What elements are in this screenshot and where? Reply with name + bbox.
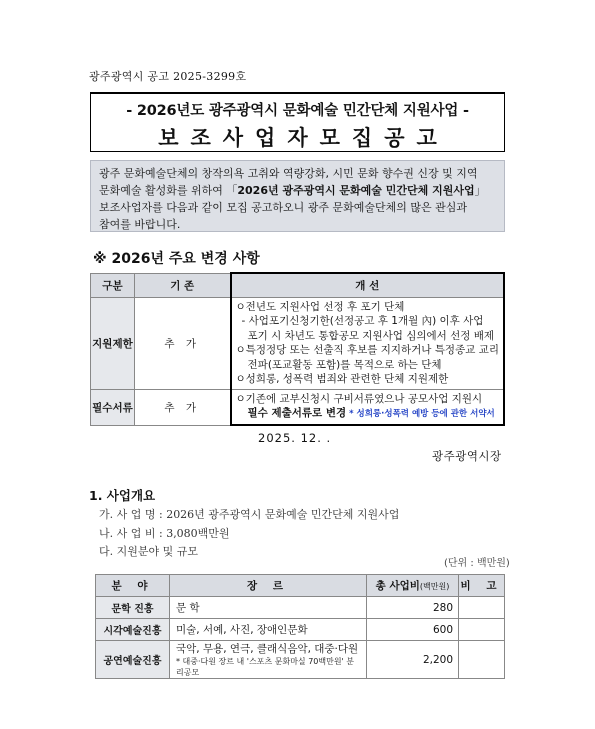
item-project-budget: 나. 사 업 비 : 3,080백만원	[99, 527, 230, 540]
budget-header-row	[96, 575, 505, 597]
intro-line-4: 참여를 바랍니다.	[99, 218, 181, 231]
title-subtitle: - 2026년도 광주광역시 문화예술 민간단체 지원사업 -	[126, 103, 469, 119]
content-line: ㅇ특정정당 또는 선출직 후보를 지지하거나 특정종교 교리	[235, 344, 499, 356]
required-docs-bold: 필수 제출서류로 변경	[247, 407, 347, 420]
budget-field: 시각예술진흥	[96, 619, 170, 641]
changes-row-content	[231, 297, 504, 389]
changes-header-row	[91, 273, 505, 297]
changes-table	[90, 272, 505, 426]
budget-field: 문학 진흥	[96, 597, 170, 619]
title-box	[90, 92, 505, 152]
intro-program-name: 2026년 광주광역시 문화예술 민간단체 지원사업	[237, 184, 475, 197]
budget-genre-text: 국악, 무용, 연극, 클래식음악, 대중·다원	[176, 643, 359, 655]
intro-box	[90, 160, 505, 232]
item-project-name: 가. 사 업 명 : 2026년 광주광역시 문화예술 민간단체 지원사업	[99, 508, 400, 521]
intro-line-2	[99, 182, 498, 199]
budget-amount: 2,200	[367, 641, 459, 679]
changes-row-restriction	[91, 297, 505, 389]
changes-header-category: 구분	[91, 273, 135, 297]
budget-genre: 문 학	[170, 597, 367, 619]
unit-label: (단위 : 백만원)	[444, 558, 510, 569]
changes-row-label: 지원제한	[91, 297, 135, 389]
budget-note	[459, 619, 505, 641]
changes-heading: ※ 2026년 주요 변경 사항	[93, 251, 260, 267]
budget-header-total-label: 총 사업비	[375, 580, 420, 592]
changes-row-label: 필수서류	[91, 389, 135, 425]
budget-table	[95, 574, 505, 679]
budget-header-total	[367, 575, 459, 597]
changes-header-before: 기 존	[134, 273, 230, 297]
changes-header-after: 개 선	[231, 273, 504, 297]
table-row	[96, 619, 505, 641]
budget-genre: 미술, 서예, 사진, 장애인문화	[170, 619, 367, 641]
budget-header-field: 분 야	[96, 575, 170, 597]
table-row	[96, 597, 505, 619]
budget-note	[459, 641, 505, 679]
content-line: 포기 시 차년도 통합공모 지원사업 심의에서 선정 배제	[247, 329, 495, 342]
intro-line-2-post: 」	[474, 184, 486, 197]
content-line: 전파(포교활동 포함)를 목적으로 하는 단체	[247, 358, 442, 371]
intro-line-1: 광주 문화예술단체의 창작의욕 고취와 역량강화, 시민 문화 향수권 신장 및 지역	[99, 167, 478, 180]
content-line: ㅇ성희롱, 성폭력 범죄와 관련한 단체 지원제한	[235, 373, 449, 385]
intro-line-2-pre: 문화예술 활성화를 위하여 「	[99, 184, 238, 197]
budget-header-genre: 장 르	[170, 575, 367, 597]
notice-number: 광주광역시 공고 2025-3299호	[89, 70, 247, 83]
budget-amount: 280	[367, 597, 459, 619]
title-main: 보조사업자모집공고	[158, 126, 449, 150]
changes-row-documents	[91, 389, 505, 425]
content-line: ㅇ전년도 지원사업 선정 후 포기 단체	[235, 300, 405, 313]
changes-row-before: 추 가	[134, 389, 230, 425]
changes-row-content	[231, 389, 504, 425]
budget-field: 공연예술진흥	[96, 641, 170, 679]
pledge-note: * 성희롱·성폭력 예방 등에 관한 서약서	[346, 409, 495, 420]
content-line	[236, 406, 499, 422]
notice-date: 2025. 12. .	[258, 431, 332, 445]
intro-line-3: 보조사업자를 다음과 같이 모집 공고하오니 광주 문화예술단체의 많은 관심과	[99, 201, 468, 214]
table-row	[96, 641, 505, 679]
section-1-heading: 1. 사업개요	[89, 488, 156, 503]
content-line: - 사업포기신청기한(선정공고 후 1개월 內) 이후 사업	[241, 315, 484, 327]
budget-genre	[170, 641, 367, 679]
budget-header-total-unit: (백만원)	[419, 582, 450, 591]
content-line: ㅇ기존에 교부신청시 구비서류였으나 공모사업 지원시	[235, 392, 483, 405]
budget-header-note: 비 고	[459, 575, 505, 597]
budget-note	[459, 597, 505, 619]
budget-amount: 600	[367, 619, 459, 641]
issuer: 광주광역시장	[432, 449, 502, 463]
changes-row-before: 추 가	[134, 297, 230, 389]
item-support-fields: 다. 지원분야 및 규모	[99, 545, 198, 558]
budget-genre-note: * 대중·다원 장르 내 '스포츠 문화마실 70백만원' 분리공모	[176, 657, 355, 677]
